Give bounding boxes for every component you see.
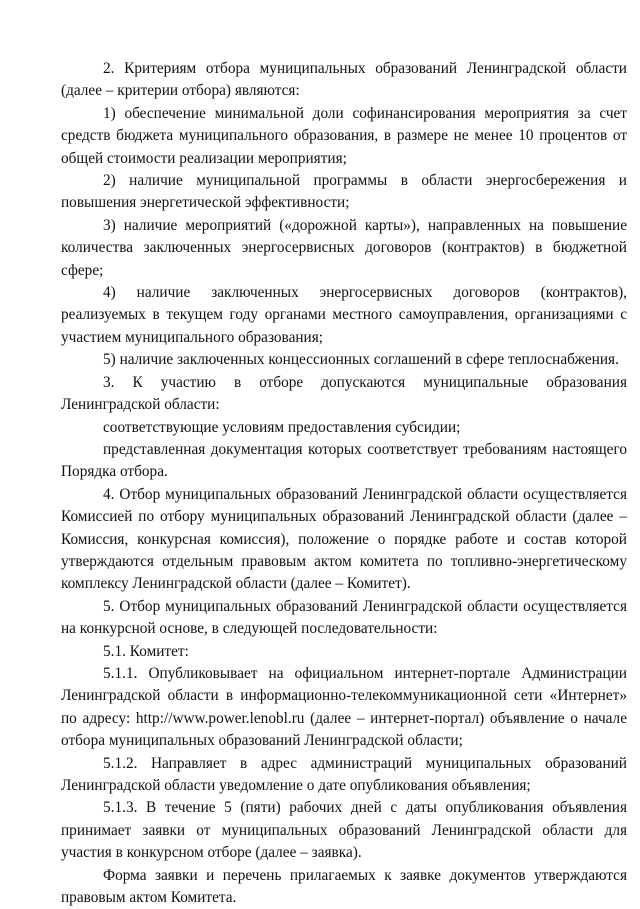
paragraph-step-5-1-3: 5.1.3. В течение 5 (пяти) рабочих дней с даты опубликования объявления принимает заявки от муниципальных образований Ленинградской области для участия в конкурсном отборе (далее – заявка).	[61, 799, 627, 862]
paragraph-criterion-3: 3) наличие мероприятий («дорожной карты»), направленных на повышение количества заключенных энергосервисных договоров (контрактов) в бюджетной сфере;	[61, 216, 627, 279]
document-page	[61, 58, 627, 909]
paragraph-criteria-intro: 2. Критериям отбора муниципальных образований Ленинградской области (далее – критерии отбора) являются:	[61, 60, 627, 100]
paragraph-committee: 5.1. Комитет:	[103, 642, 189, 660]
paragraph-commission: 4. Отбор муниципальных образований Ленинградской области осуществляется Комиссией по отбору муниципальных образований Ленинградской области (далее – Комиссия, конкурсная комиссия), положение о порядке работе и состав которой утверждаются отдельным правовым актом комитета по топливно-энергетическому комплексу Ленинградской области (далее – Комитет).	[61, 485, 627, 593]
paragraph-admission-condition-1: соответствующие условиям предоставления субсидии;	[103, 418, 461, 436]
paragraph-step-5-1-2: 5.1.2. Направляет в адрес администраций муниципальных образований Ленинградской области уведомление о дате опубликования объявления;	[61, 754, 627, 794]
paragraph-step-5-1-1: 5.1.1. Опубликовывает на официальном интернет-портале Администрации Ленинградской области в информационно-телекоммуникационной сети «Интернет» по адресу: http://www.power.lenobl.ru (далее – интернет-портал) объявление о начале отбора муниципальных образований Ленинградской области;	[61, 664, 627, 750]
paragraph-criterion-4: 4) наличие заключенных энергосервисных договоров (контрактов), реализуемых в текущем году органами местного самоуправления, организациями с участием муниципального образования;	[61, 284, 627, 346]
paragraph-admission: 3. К участию в отборе допускаются муниципальные образования Ленинградской области:	[61, 373, 627, 414]
paragraph-criterion-1: 1) обеспечение минимальной доли софинансирования мероприятия за счет средств бюджета муниципального образования, в размере не менее 10 процентов от общей стоимости реализации мероприятия;	[61, 104, 627, 167]
paragraph-competitive-basis: 5. Отбор муниципальных образований Ленинградской области осуществляется на конкурсной основе, в следующей последовательности:	[61, 597, 627, 638]
paragraph-criterion-2: 2) наличие муниципальной программы в области энергосбережения и повышения энергетической эффективности;	[61, 172, 627, 212]
paragraph-admission-condition-2: представленная документация которых соответствует требованиям настоящего Порядка отбора.	[61, 440, 627, 481]
paragraph-application-form: Форма заявки и перечень прилагаемых к заявке документов утверждаются правовым актом Комитета.	[61, 866, 627, 907]
paragraph-criterion-5: 5) наличие заключенных концессионных соглашений в сфере теплоснабжения.	[103, 351, 619, 369]
